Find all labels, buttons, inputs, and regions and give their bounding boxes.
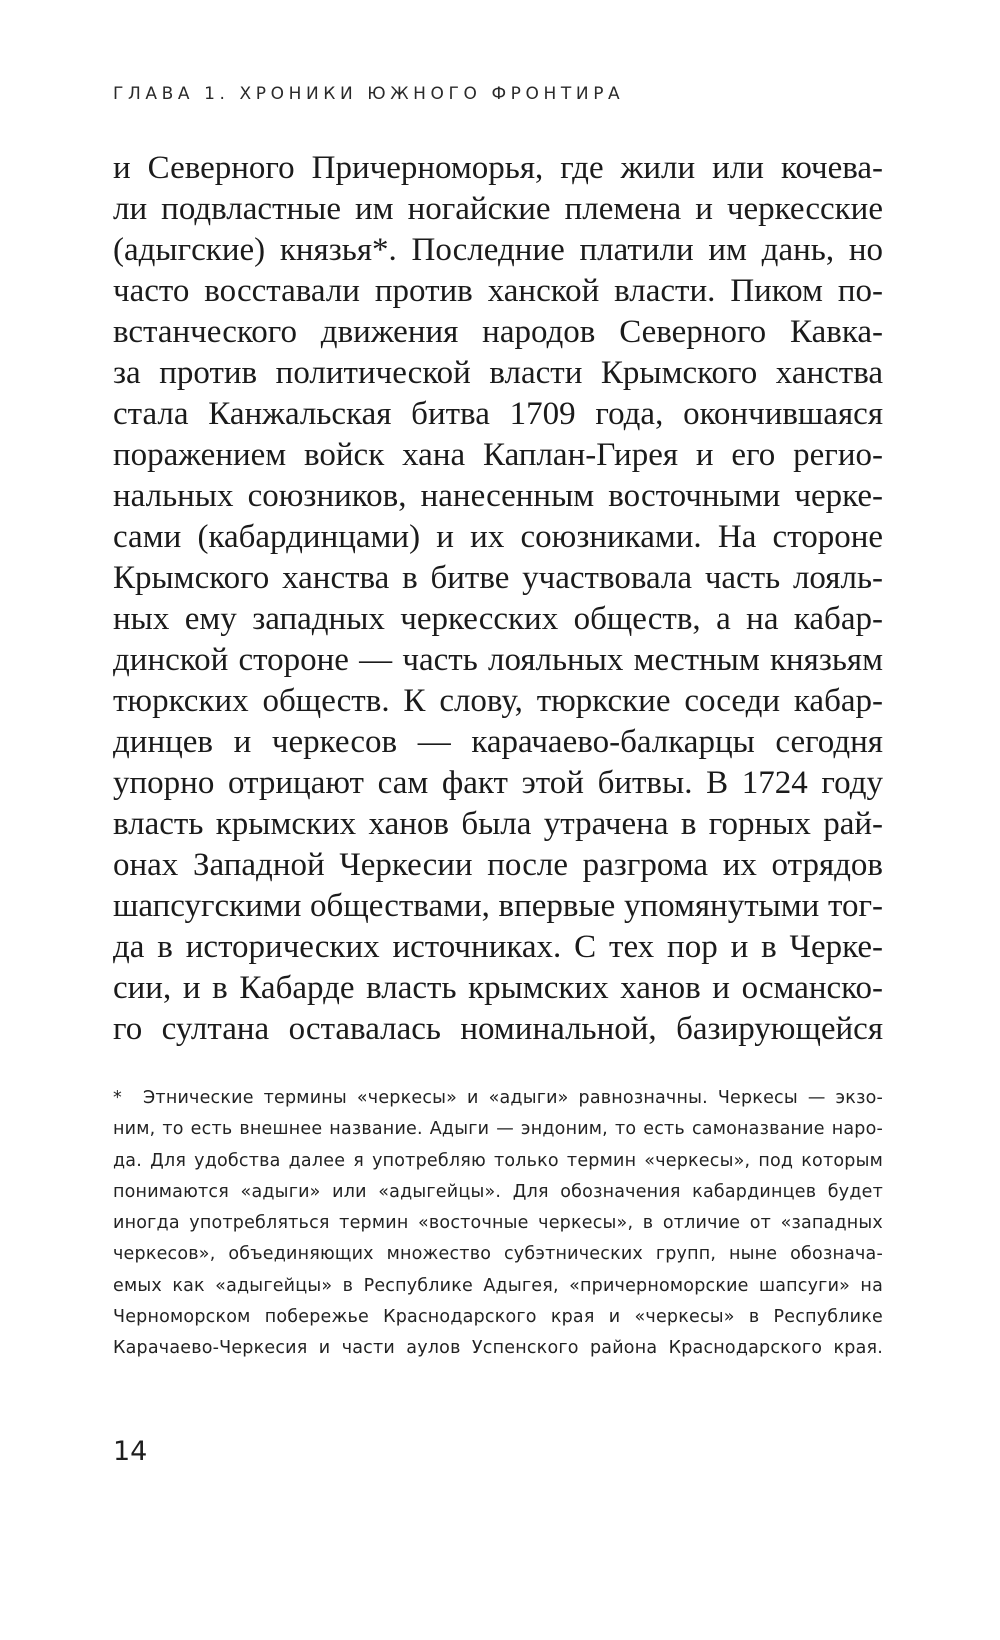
text-line: поражением войск хана Каплан-Гирея и его регио- [113, 437, 883, 473]
footnote-line: понимаются «адыги» или «адыгейцы». Для обозначения кабардинцев будет [113, 1181, 883, 1202]
text-line: Крымского ханства в битве участвовала часть лояль- [113, 560, 883, 596]
text-line: власть крымских ханов была утрачена в горных рай- [113, 806, 883, 842]
text-line: (адыгские) князья*. Последние платили им дань, но [113, 232, 883, 268]
text-line: ных ему западных черкесских обществ, а на кабар- [113, 601, 883, 637]
text-line: за против политической власти Крымского ханства [113, 355, 883, 391]
footnote-line: Карачаево-Черкесия и части аулов Успенского района Краснодарского края. [113, 1338, 883, 1359]
footnote-marker: * [113, 1088, 122, 1108]
text-line: упорно отрицают сам факт этой битвы. В 1724 году [113, 765, 883, 801]
text-line: да в исторических источниках. С тех пор и в Черке- [113, 929, 883, 965]
text-line: шапсугскими обществами, впервые упомянутыми тог- [113, 888, 883, 924]
footnote-line: ним, то есть внешнее название. Адыги — эндоним, то есть самоназвание наро- [113, 1119, 883, 1140]
footnote-line [113, 1083, 883, 1114]
page-number: 14 [113, 1436, 148, 1467]
text-line: ли подвластные им ногайские племена и черкесские [113, 191, 883, 227]
main-text [113, 148, 883, 1050]
text-line: динской стороне — часть лояльных местным князьям [113, 642, 883, 678]
text-line: стала Канжальская битва 1709 года, окончившаяся [113, 396, 883, 432]
text-line: часто восставали против ханской власти. Пиком по- [113, 273, 883, 309]
footnote-line: да. Для удобства далее я употребляю только термин «черкесы», под которым [113, 1150, 883, 1171]
text-line: тюркских обществ. К слову, тюркские соседи кабар- [113, 683, 883, 719]
footnote-line: черкесов», объединяющих множество субэтнических групп, ныне обознача- [113, 1244, 883, 1265]
footnote-line: емых как «адыгейцы» в Республике Адыгея, «причерноморские шапсуги» на [113, 1275, 883, 1296]
running-head: ГЛАВА 1. ХРОНИКИ ЮЖНОГО ФРОНТИРА [113, 84, 625, 104]
text-line: нальных союзников, нанесенным восточными черке- [113, 478, 883, 514]
text-line: динцев и черкесов — карачаево-балкарцы сегодня [113, 724, 883, 760]
footnote-line: иногда употребляться термин «восточные черкесы», в отличие от «западных [113, 1213, 883, 1234]
footnote-first-text: Этнические термины «черкесы» и «адыги» равнозначны. Черкесы — экзо- [143, 1088, 883, 1108]
text-line: встанческого движения народов Северного Кавка- [113, 314, 883, 350]
text-line: го султана оставалась номинальной, базирующейся [113, 1011, 883, 1047]
text-line: и Северного Причерноморья, где жили или кочева- [113, 150, 883, 186]
footnote [113, 1083, 883, 1365]
text-line: сами (кабардинцами) и их союзниками. На стороне [113, 519, 883, 555]
text-line: онах Западной Черкесии после разгрома их отрядов [113, 847, 883, 883]
footnote-line: Черноморском побережье Краснодарского края и «черкесы» в Республике [113, 1307, 883, 1328]
text-line: сии, и в Кабарде власть крымских ханов и османско- [113, 970, 883, 1006]
